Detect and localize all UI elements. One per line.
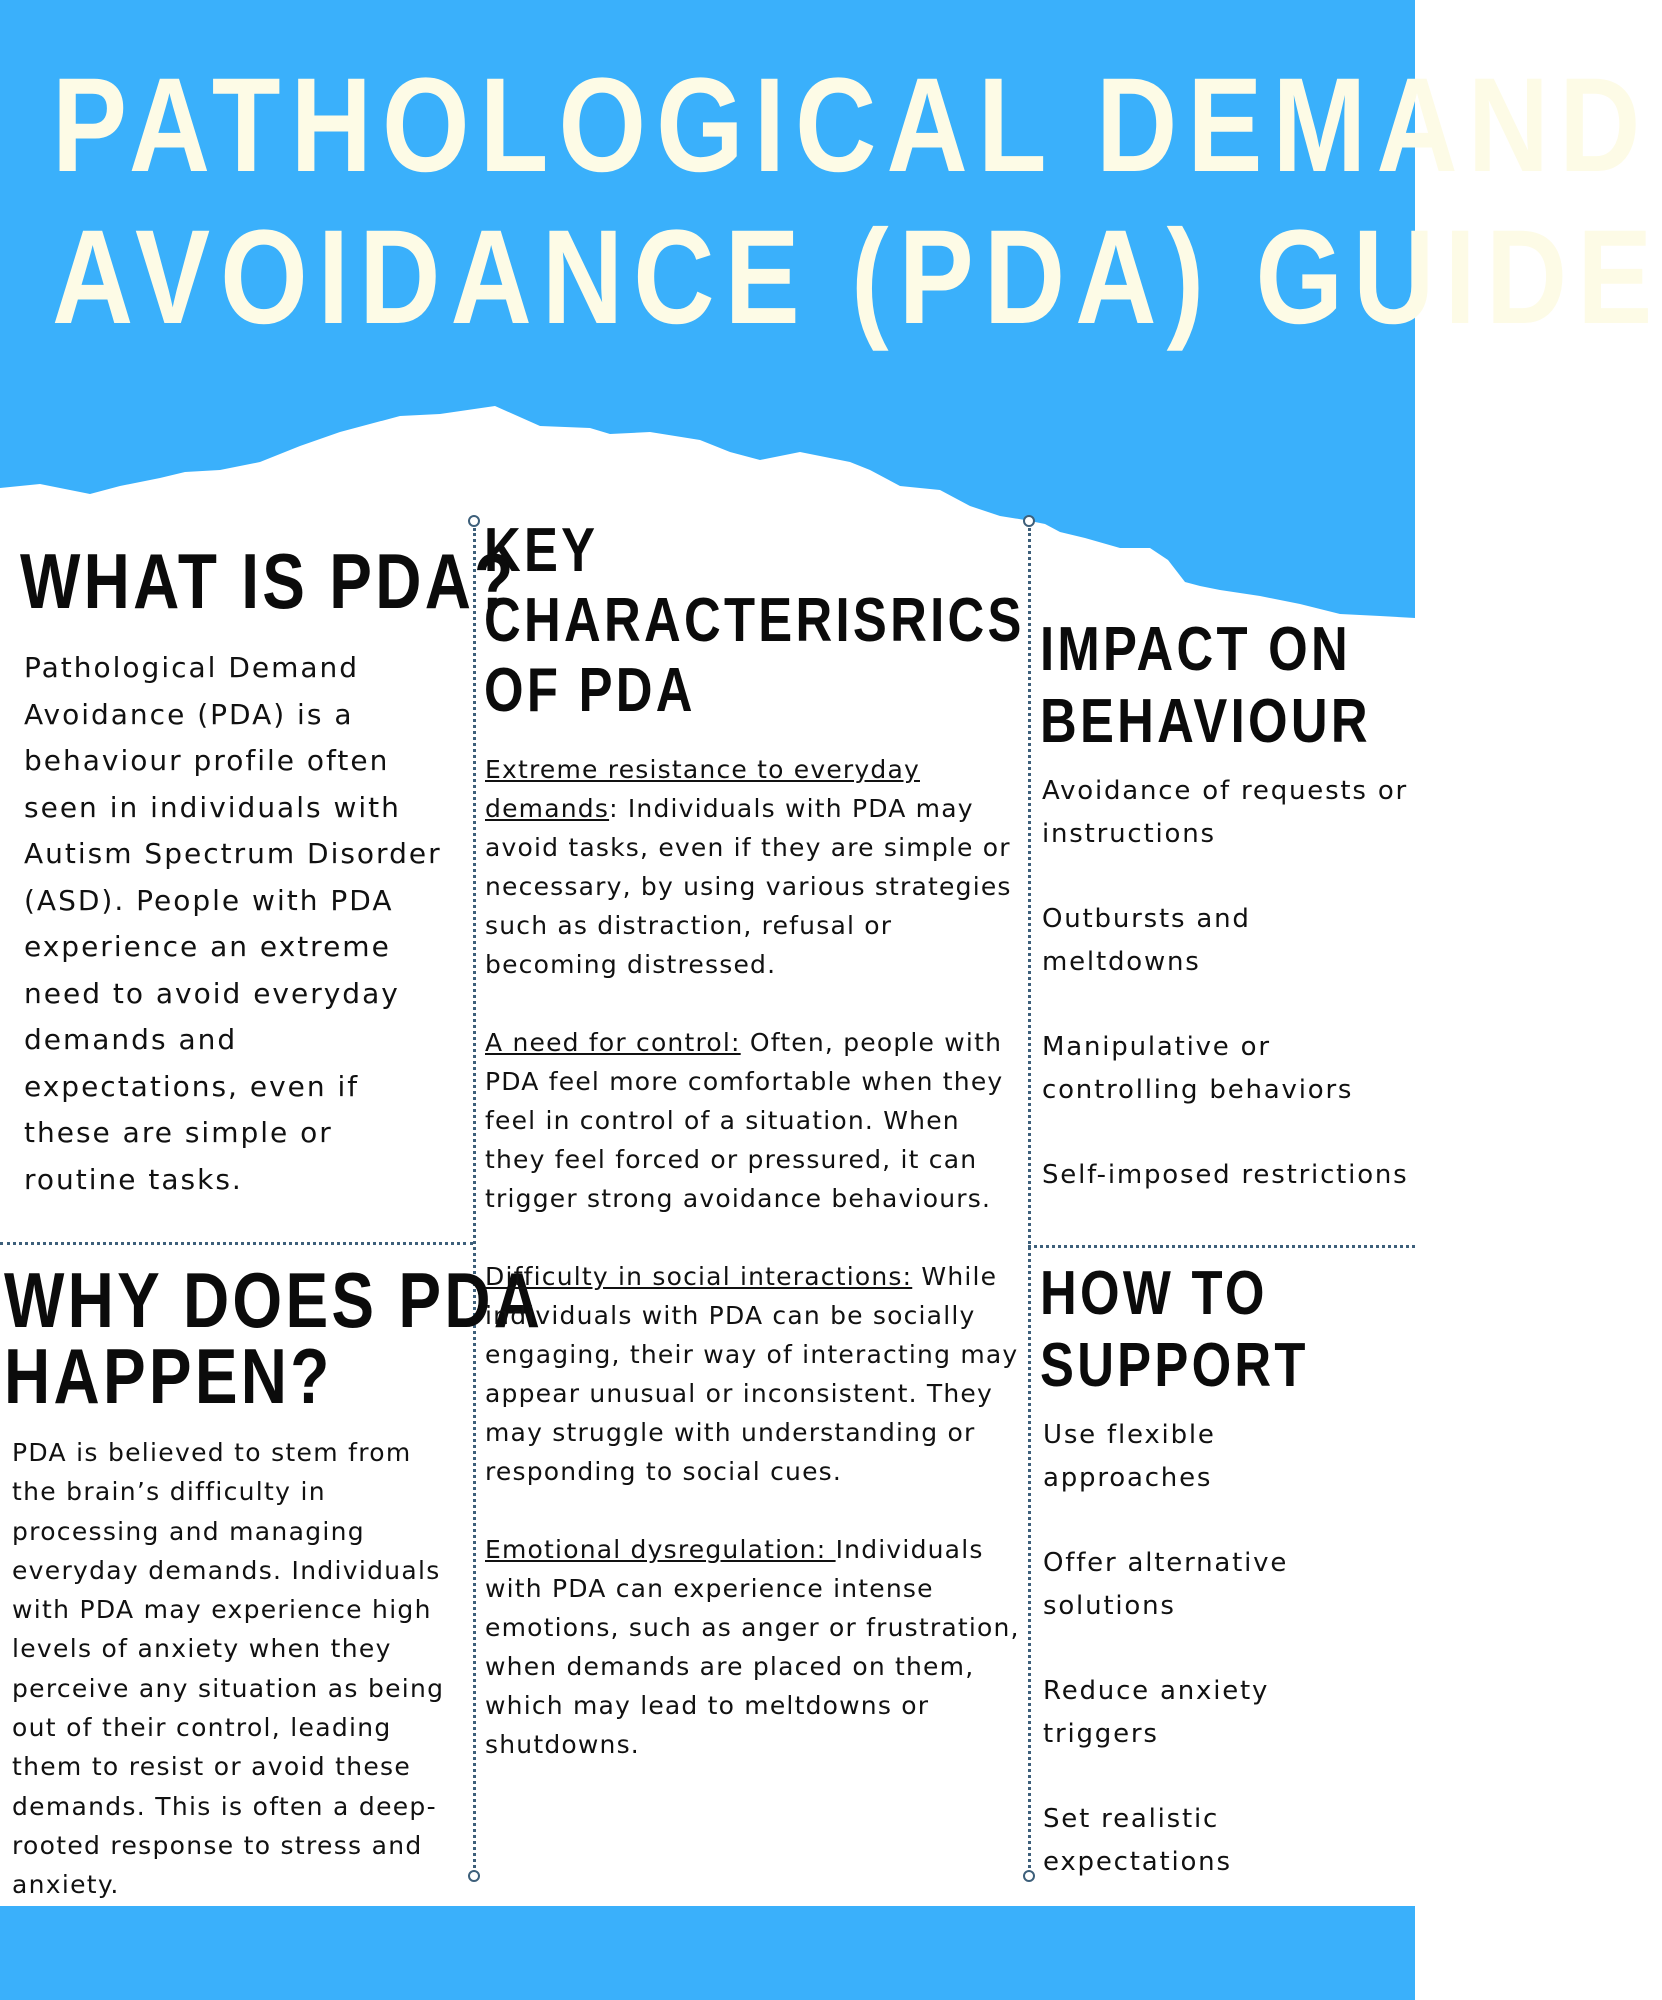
footer-band [0,1906,1415,2000]
divider-dot-left-top [468,515,480,527]
page-title [52,50,1662,354]
divider-right [1028,528,1031,1868]
why-heading-line-1: WHY DOES PDA [4,1256,544,1344]
support-heading-line-1: HOW TO [1040,1259,1268,1328]
key-item-term: Extreme resistance to everyday demands [485,755,920,823]
support-item: Offer alternative solutions [1043,1548,1289,1621]
key-heading-line-3: OF PDA [484,656,696,725]
divider-dot-right-top [1023,515,1035,527]
key-item-text: : Individuals with PDA may avoid tasks, even if they are simple or necessary, by using various strategies such as distraction, refusal or becoming distressed. [485,794,1012,979]
impact-heading-line-2: BEHAVIOUR [1040,687,1371,756]
impact-item: Manipulative or controlling behaviors [1042,1032,1354,1105]
key-heading-line-2: CHARACTERISRICS [484,586,1025,655]
key-item-text: Often, people with PDA feel more comfortable when they feel in control of a situation. When they feel forced or pressured, it can trigger strong avoidance behaviours. [485,1028,1004,1213]
why-heading [4,1256,544,1420]
title-line-2: AVOIDANCE (PDA) GUIDE [52,203,1662,352]
impact-heading-line-1: IMPACT ON [1040,615,1352,684]
divider-horizontal-left [0,1242,473,1245]
support-list [1043,1414,1383,1926]
divider-left [473,528,476,1868]
key-item-term: A need for control: [485,1028,741,1057]
impact-item: Avoidance of requests or instructions [1042,776,1409,849]
title-line-1: PATHOLOGICAL DEMAND [52,51,1651,200]
why-body: PDA is believed to stem from the brain’s difficulty in processing and managing everyday demands. Individuals with PDA may experience high levels of anxiety when they perceive any situation as being out of their control, leading them to resist or avoid these demands. This is often a deep-rooted response to stress and anxiety. [12,1438,445,1900]
key-item [485,1530,1025,1764]
key-heading [484,516,1025,726]
divider-dot-left-bottom [468,1870,480,1882]
key-item [485,1023,1025,1218]
support-item: Use flexible approaches [1043,1420,1216,1493]
key-item-term: Emotional dysregulation: [485,1535,836,1564]
support-item: Set realistic expectations [1043,1804,1232,1877]
key-list [485,750,1025,1764]
impact-item: Self-imposed restrictions [1042,1160,1409,1190]
impact-heading [1040,614,1371,758]
key-item [485,750,1025,984]
support-heading-line-2: SUPPORT [1040,1331,1309,1400]
key-item [485,1257,1025,1491]
why-heading-line-2: HAPPEN? [4,1332,333,1420]
divider-horizontal-right [1028,1245,1415,1248]
impact-list [1042,770,1412,1239]
impact-item: Outbursts and meltdowns [1042,904,1251,977]
key-item-text: Individuals with PDA can experience intense emotions, such as anger or frustration, when demands are placed on them, which may lead to meltdowns or shutdowns. [485,1535,1020,1759]
key-item-text: While individuals with PDA can be socially engaging, their way of interacting may appear unusual or inconsistent. They may struggle with understanding or responding to social cues. [485,1262,1019,1486]
key-heading-line-1: KEY [484,516,599,585]
what-is-heading: WHAT IS PDA? [20,537,517,625]
what-is-body: Pathological Demand Avoidance (PDA) is a behaviour profile often seen in individuals with Autism Spectrum Disorder (ASD). People with PDA experience an extreme need to avoid everyday demands and expectations, even if these are simple or routine tasks. [24,651,442,1196]
key-item-term: Difficulty in social interactions: [485,1262,913,1291]
support-heading [1040,1258,1309,1402]
support-item: Reduce anxiety triggers [1043,1676,1270,1749]
divider-dot-right-bottom [1023,1870,1035,1882]
